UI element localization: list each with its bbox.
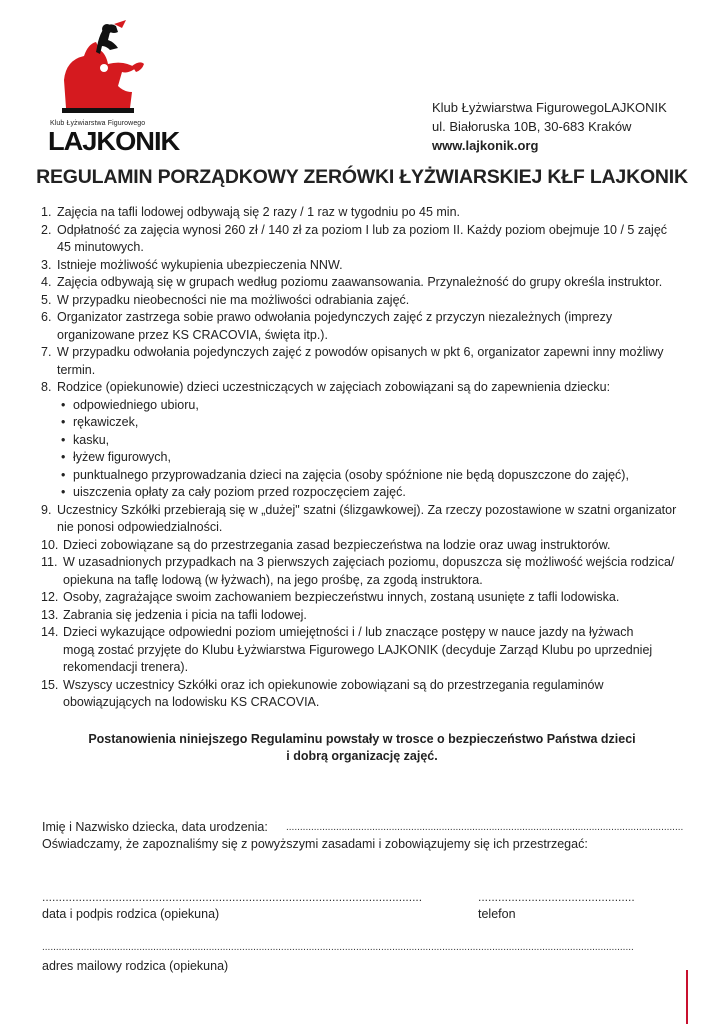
rule-text: Osoby, zagrażające swoim zachowaniem bezpieczeństwu innych, zostaną usunięte z tafli lodowiska. [63, 590, 620, 604]
rule-text-continued: obowiązujących na lodowisku KS CRACOVIA. [63, 695, 320, 709]
club-address: ul. Białoruska 10B, 30-683 Kraków [432, 119, 632, 134]
rule-number: 13. [41, 607, 59, 622]
rule-number: 15. [41, 677, 59, 692]
rule-text: Uczestnicy Szkółki przebierają się w „dużej" szatni (ślizgawkowej). Za rzeczy pozostawione w szatni organizator [57, 502, 677, 517]
rule-item [41, 274, 691, 292]
rule-number: 10. [41, 537, 59, 552]
club-name: Klub Łyżwiarstwa FigurowegoLAJKONIK [432, 100, 667, 115]
rule-text: Dzieci wykazujące odpowiedni poziom umiejętności i / lub znaczące postępy w nauce jazdy na łyżwach [63, 625, 634, 639]
rule-text-continued: nie ponosi odpowiedzialności. [57, 520, 223, 534]
rule-text: Zajęcia na tafli lodowej odbywają się 2 razy / 1 raz w tygodniu po 45 min. [57, 205, 460, 219]
child-name-label: Imię i Nazwisko dziecka, data urodzenia: [42, 820, 268, 834]
rule-number: 6. [41, 310, 52, 324]
rule-number: 2. [41, 222, 52, 237]
rule-text: Wszyscy uczestnicy Szkółki oraz ich opiekunowie zobowiązani są do przestrzegania regulaminów [63, 677, 604, 692]
lajkonik-rider-icon [44, 20, 164, 120]
rule-text: Organizator zastrzega sobie prawo odwołania pojedynczych zajęć z przyczyn niezależnych (imprezy [57, 310, 613, 324]
closing-line-2: i dobrą organizację zajęć. [286, 749, 438, 763]
equipment-text: uiszczenia opłaty za cały poziom przed rozpoczęciem zajęć. [73, 485, 406, 499]
rule-text: Zajęcia odbywają się w grupach według poziomu zaawansowania. Przynależność do grupy określa instruktor. [57, 275, 663, 289]
rules-list [41, 204, 691, 712]
closing-line-1: Postanowienia niniejszego Regulaminu powstały w trosce o bezpieczeństwo Państwa dzieci [88, 732, 636, 746]
rule-number: 3. [41, 257, 52, 272]
parent-signature-field[interactable]: .................................................................................................................. [42, 890, 423, 904]
club-logo [44, 20, 180, 156]
declaration-text: Oświadczamy, że zapoznaliśmy się z powyższymi zasadami i zobowiązujemy się ich przestrzegać: [42, 837, 588, 851]
rule-number: 14. [41, 625, 59, 639]
rule-item [41, 204, 691, 222]
bullet-icon: • [61, 450, 66, 464]
rule-text: Odpłatność za zajęcia wynosi 260 zł / 140 zł za poziom I lub za poziom II. Każdy poziom obejmuje 10 / 5 zajęć [57, 222, 668, 237]
rule-item [41, 677, 691, 712]
equipment-list-item [41, 484, 691, 502]
equipment-text: łyżew figurowych, [73, 450, 171, 464]
rule-item [41, 292, 691, 310]
equipment-text: odpowiedniego ubioru, [73, 397, 199, 412]
email-label: adres mailowy rodzica (opiekuna) [42, 959, 229, 973]
rule-number: 11. [41, 555, 58, 569]
margin-accent-line [686, 970, 688, 1024]
rule-item [41, 257, 691, 275]
equipment-list-item [41, 414, 691, 432]
rule-item [41, 589, 691, 607]
rule-text: Istnieje możliwość wykupienia ubezpieczenia NNW. [57, 257, 343, 272]
bullet-icon: • [61, 397, 66, 412]
equipment-list-item [41, 432, 691, 450]
rule-text-continued: termin. [57, 362, 96, 377]
rule-number: 5. [41, 292, 52, 307]
rule-text-continued: 45 minutowych. [57, 240, 144, 254]
club-address-block [432, 98, 667, 155]
rule-item [41, 624, 691, 677]
rule-text: Dzieci zobowiązane są do przestrzegania zasad bezpieczeństwa na lodzie oraz uwag instruktorów. [63, 537, 611, 552]
rule-item [41, 222, 691, 257]
rule-text: W przypadku nieobecności nie ma możliwości odrabiania zajęć. [57, 292, 410, 307]
rule-number: 8. [41, 380, 52, 394]
bullet-icon: • [61, 432, 66, 447]
rule-item [41, 309, 691, 344]
rule-number: 1. [41, 205, 52, 219]
rule-item [41, 537, 691, 555]
rule-text: W uzasadnionych przypadkach na 3 pierwszych zajęciach poziomu, dopuszcza się możliwość wejścia rodzica/ [63, 555, 675, 569]
logo-subtitle: Klub Łyżwiarstwa Figurowego [50, 120, 146, 127]
email-field[interactable]: ..................................................................................................................................................................................................................... [42, 942, 634, 953]
rule-number: 12. [41, 590, 59, 604]
rule-item [41, 344, 691, 379]
club-website: www.lajkonik.org [432, 138, 539, 153]
phone-field[interactable]: ............................................... [478, 890, 635, 904]
equipment-text: punktualnego przyprowadzania dzieci na zajęcia (osoby spóźnione nie będą dopuszczone do zajęć), [73, 467, 629, 482]
parent-signature-label: data i podpis rodzica (opiekuna) [42, 907, 220, 921]
rule-item [41, 607, 691, 625]
rule-item [41, 502, 691, 537]
bullet-icon: • [61, 467, 66, 482]
equipment-text: rękawiczek, [73, 415, 139, 429]
phone-label: telefon [478, 907, 516, 921]
rule-text-continued: mogą zostać przyjęte do Klubu Łyżwiarstwa Figurowego LAJKONIK (decyduje Zarząd Klubu po uprzedniej [63, 642, 653, 657]
rule-text: Rodzice (opiekunowie) dzieci uczestniczących w zajęciach zobowiązani są do zapewnienia dziecku: [57, 380, 611, 394]
rule-number: 9. [41, 502, 52, 517]
page-title: REGULAMIN PORZĄDKOWY ZERÓWKI ŁYŻWIARSKIEJ KŁF LAJKONIK [36, 166, 688, 188]
equipment-list-item [41, 467, 691, 485]
equipment-list-item [41, 397, 691, 415]
rule-item [41, 379, 691, 397]
equipment-list-item [41, 449, 691, 467]
closing-statement [0, 731, 724, 765]
logo-wordmark: LAJKONIK [48, 126, 180, 156]
rule-text-continued: organizowane przez KS CRACOVIA, święta itp.). [57, 327, 328, 342]
rule-text: W przypadku odwołania pojedynczych zajęć z powodów opisanych w pkt 6, organizator zapewni inny możliwy [57, 345, 664, 359]
rule-text-continued: opiekuna na taflę lodową (w łyżwach), na jego prośbę, za zgodą instruktora. [63, 572, 483, 587]
child-name-field[interactable]: ............................................................................................................................................... [286, 822, 684, 833]
bullet-icon: • [61, 485, 66, 499]
rule-number: 7. [41, 345, 52, 359]
rule-number: 4. [41, 275, 52, 289]
rule-item [41, 554, 691, 589]
equipment-text: kasku, [73, 432, 110, 447]
rule-text: Zabrania się jedzenia i picia na tafli lodowej. [63, 607, 307, 622]
rule-text-continued: rekomendacji trenera). [63, 660, 189, 674]
bullet-icon: • [61, 415, 66, 429]
